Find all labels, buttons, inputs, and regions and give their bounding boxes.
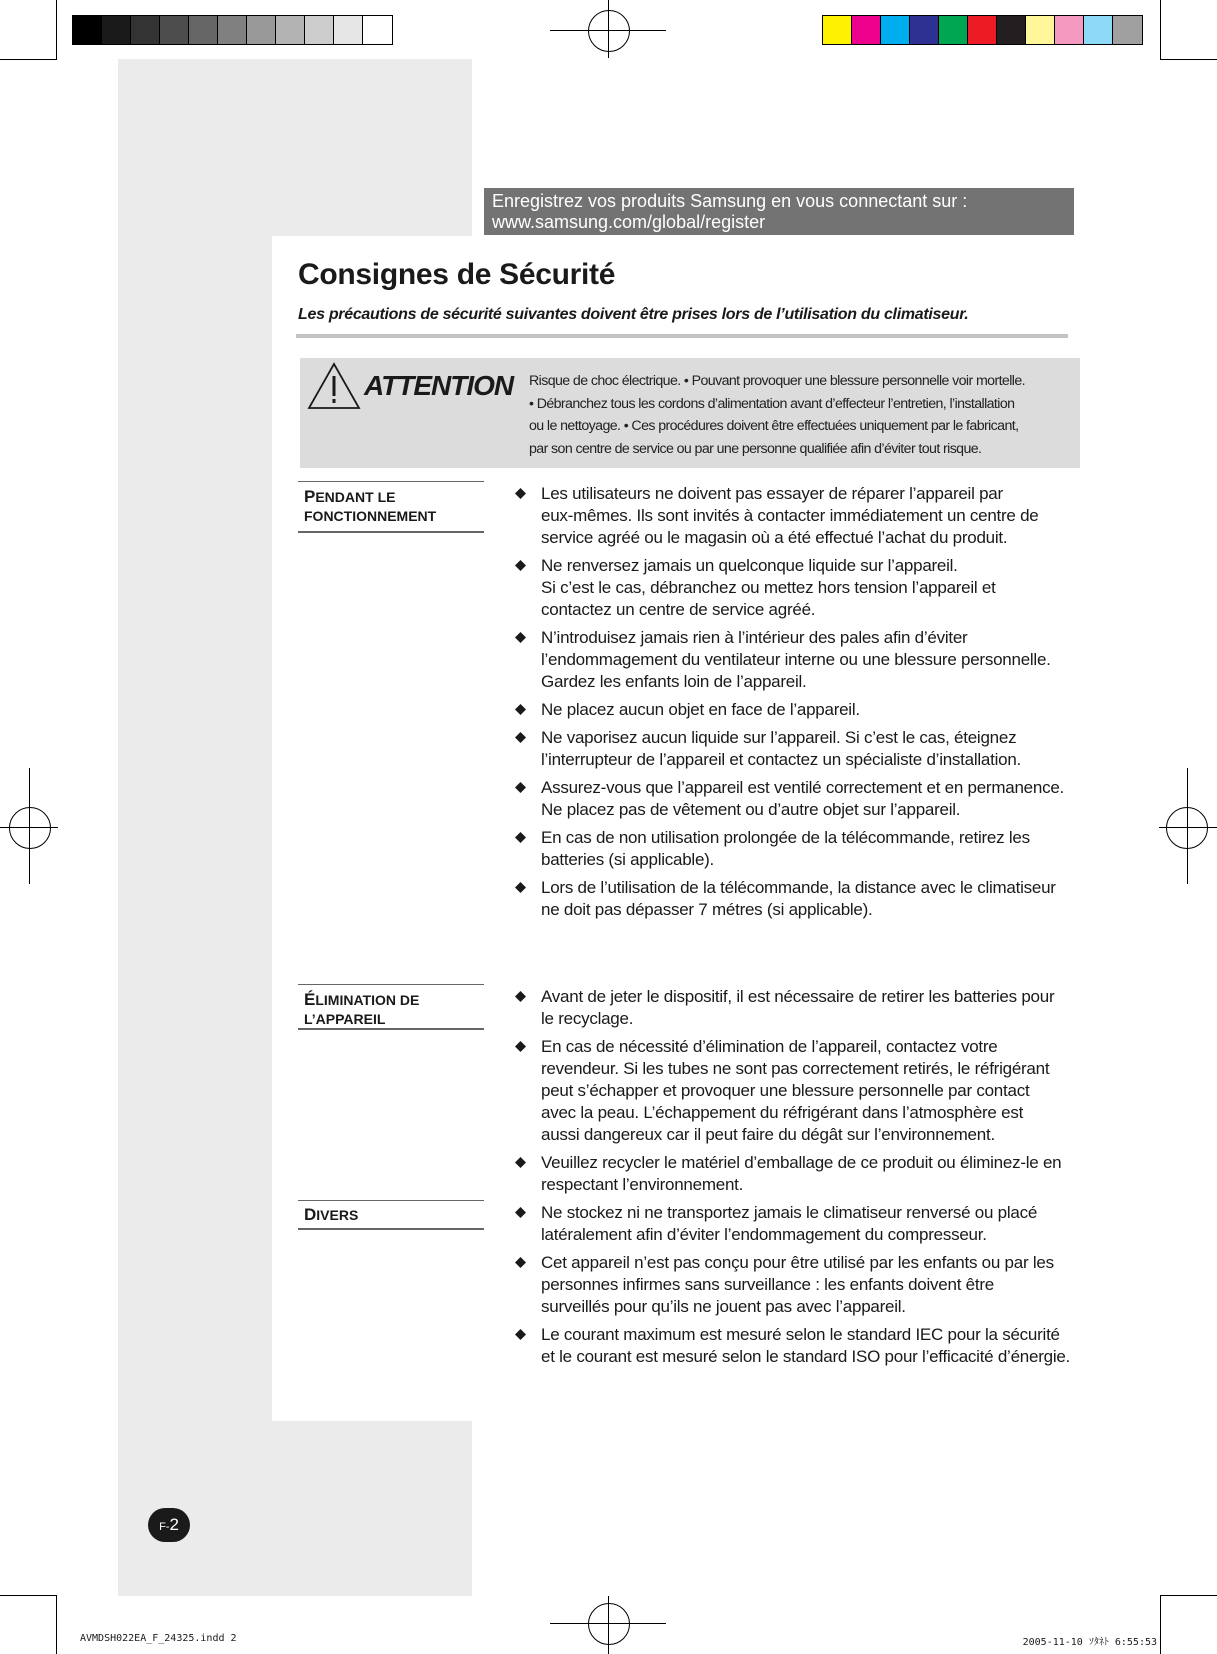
attention-text [529,370,1077,460]
section-label-text: ENDANT LE [315,489,396,505]
precaution-item [513,1202,1083,1246]
precaution-item [513,1324,1083,1368]
diamond-bullet-icon [515,1329,526,1340]
precaution-text-line: ne doit pas dépasser 7 métres (si applicable). [541,900,873,919]
precaution-text-line: En cas de non utilisation prolongée de la télécommande, retirez les [541,828,1030,847]
diamond-bullet-icon [515,832,526,843]
precaution-text-line: service agréé ou le magasin où a été effectué l’achat du produit. [541,528,1008,547]
diamond-bullet-icon [515,632,526,643]
gray-swatch [334,16,363,44]
color-swatch [1113,16,1142,44]
grayscale-color-bar [72,15,393,45]
section-label-operation [298,481,484,533]
precaution-item [513,483,1083,549]
gray-swatch [276,16,305,44]
file-slug: AVMDSH022EA_F_24325.indd 2 [80,1633,237,1644]
precaution-text-line: respectant l’environnement. [541,1175,744,1194]
attention-line: ou le nettoyage. • Ces procédures doivent être effectuées uniquement par le fabricant, [529,418,1019,434]
precaution-text-line: Lors de l’utilisation de la télécommande, la distance avec le climatiseur [541,878,1056,897]
color-swatch [1026,16,1055,44]
color-swatch [910,16,939,44]
precaution-text-line: Ne placez pas de vêtement ou d’autre objet sur l’appareil. [541,800,961,819]
precaution-text-line: Le courant maximum est mesuré selon le standard IEC pour la sécurité [541,1325,1060,1344]
register-banner-url: www.samsung.com/global/register [492,212,766,232]
gray-swatch [160,16,189,44]
precaution-text-line: l’endommagement du ventilateur interne ou une blessure personnelle. [541,650,1051,669]
precaution-text-line: aussi dangereux car il peut faire du dégât sur l’environnement. [541,1125,995,1144]
register-banner-line1: Enregistrez vos produits Samsung en vous connectant sur : [492,191,968,211]
precaution-text-line: Ne stockez ni ne transportez jamais le climatiseur renversé ou placé [541,1203,1038,1222]
diamond-bullet-icon [515,782,526,793]
diamond-bullet-icon [515,1041,526,1052]
attention-line: par son centre de service ou par une personne qualifiée afin d’éviter tout risque. [529,440,982,457]
precaution-item [513,1152,1083,1196]
precaution-item [513,877,1083,921]
precaution-item [513,727,1083,771]
precaution-item [513,1252,1083,1318]
page-number: 2 [169,1515,179,1534]
precaution-text-line: avec la peau. L’échappement du réfrigérant dans l’atmosphère est [541,1103,1024,1122]
section-label-cap: É [304,990,316,1009]
diamond-bullet-icon [515,882,526,893]
precaution-text-line: Assurez-vous que l’appareil est ventilé correctement et en permanence. [541,778,1065,797]
page-number-badge [148,1508,190,1542]
diamond-bullet-icon [515,991,526,1002]
gray-swatch [218,16,247,44]
precaution-item [513,827,1083,871]
precaution-text-line: Les utilisateurs ne doivent pas essayer de réparer l’appareil par [541,484,1003,503]
precaution-item [513,699,1083,721]
process-color-bar [822,15,1143,45]
attention-label: ATTENTION [364,370,514,401]
precaution-item [513,555,1083,621]
precaution-text-line: surveillés pour qu’ils ne jouent pas avec l’appareil. [541,1297,906,1316]
attention-line: Risque de choc électrique. • Pouvant provoquer une blessure personnelle voir mortelle. [529,373,1025,389]
diamond-bullet-icon [515,704,526,715]
precaution-text-line: Si c’est le cas, débranchez ou mettez hors tension l’appareil et [541,578,996,597]
color-swatch [997,16,1026,44]
section-label-line2: L’APPAREIL [304,1011,386,1027]
color-swatch [939,16,968,44]
color-swatch [1084,16,1113,44]
date-slug: 2005-11-10 ｿﾀﾈﾄ 6:55:53 [1022,1637,1157,1648]
precaution-text-line: Veuillez recycler le matériel d’emballage de ce produit ou éliminez-le en [541,1153,1062,1172]
page-number-prefix: F- [159,1521,170,1533]
color-swatch [968,16,997,44]
precaution-text-line: Ne renversez jamais un quelconque liquide sur l’appareil. [541,556,958,575]
title-rule [296,334,1068,338]
diamond-bullet-icon [515,1157,526,1168]
section-label-text: LIMINATION DE [315,992,420,1008]
operation-precautions-list [513,483,1083,927]
gray-swatch [363,16,392,44]
precaution-item [513,627,1083,693]
precaution-text-line: batteries (si applicable). [541,850,715,869]
diamond-bullet-icon [515,488,526,499]
attention-line: • Débranchez tous les cordons d’alimentation avant d’effecteur l’entretien, l’installation [529,395,1015,412]
section-label-disposal [298,984,484,1030]
precaution-text-line: Cet appareil n’est pas conçu pour être utilisé par les enfants ou par les [541,1253,1054,1272]
precaution-text-line: En cas de nécessité d’élimination de l’appareil, contactez votre [541,1037,998,1056]
color-swatch [881,16,910,44]
precaution-text-line: revendeur. Si les tubes ne sont pas correctement retirés, le réfrigérant [541,1059,1050,1078]
precaution-item [513,1036,1083,1146]
gray-swatch [102,16,131,44]
section-label-text: IVERS [316,1207,359,1223]
precaution-text-line: eux-mêmes. Ils sont invités à contacter immédiatement un centre de [541,506,1039,525]
disposal-precautions-list [513,986,1083,1202]
section-label-cap: P [304,487,316,506]
section-label-misc [298,1200,484,1230]
register-banner [484,188,1074,235]
precaution-text-line: Avant de jeter le dispositif, il est nécessaire de retirer les batteries pour [541,987,1055,1006]
precaution-item [513,986,1083,1030]
precaution-text-line: N’introduisez jamais rien à l’intérieur des pales afin d’éviter [541,628,968,647]
misc-precautions-list [513,1202,1083,1374]
precaution-text-line: et le courant est mesuré selon le standard ISO pour l’efficacité d’énergie. [541,1347,1071,1366]
precaution-item [513,777,1083,821]
page-title: Consignes de Sécurité [298,258,616,291]
gray-swatch [73,16,102,44]
gray-swatch [189,16,218,44]
precaution-text-line: latéralement afin d’éviter l’endommagement du compresseur. [541,1225,987,1244]
page-subtitle: Les précautions de sécurité suivantes doivent être prises lors de l’utilisation du climatiseur. [298,306,969,323]
precaution-text-line: l’interrupteur de l’appareil et contactez un spécialiste d’installation. [541,750,1022,769]
warning-triangle-icon [307,362,361,410]
diamond-bullet-icon [515,560,526,571]
diamond-bullet-icon [515,1207,526,1218]
precaution-text-line: contactez un centre de service agréé. [541,600,816,619]
precaution-text-line: Ne placez aucun objet en face de l’appareil. [541,700,860,719]
color-swatch [1055,16,1084,44]
precaution-text-line: peut s’échapper et provoquer une blessure personnelle par contact [541,1081,1030,1100]
section-label-line2: FONCTIONNEMENT [304,508,437,524]
precaution-text-line: le recyclage. [541,1009,634,1028]
color-swatch [823,16,852,44]
precaution-text-line: personnes infirmes sans surveillance : les enfants doivent être [541,1275,994,1294]
gray-swatch [247,16,276,44]
color-swatch [852,16,881,44]
precaution-text-line: Ne vaporisez aucun liquide sur l’appareil. Si c’est le cas, éteignez [541,728,1017,747]
gray-swatch [131,16,160,44]
diamond-bullet-icon [515,732,526,743]
gray-swatch [305,16,334,44]
precaution-text-line: Gardez les enfants loin de l’appareil. [541,672,807,691]
diamond-bullet-icon [515,1257,526,1268]
section-label-cap: D [304,1205,317,1224]
